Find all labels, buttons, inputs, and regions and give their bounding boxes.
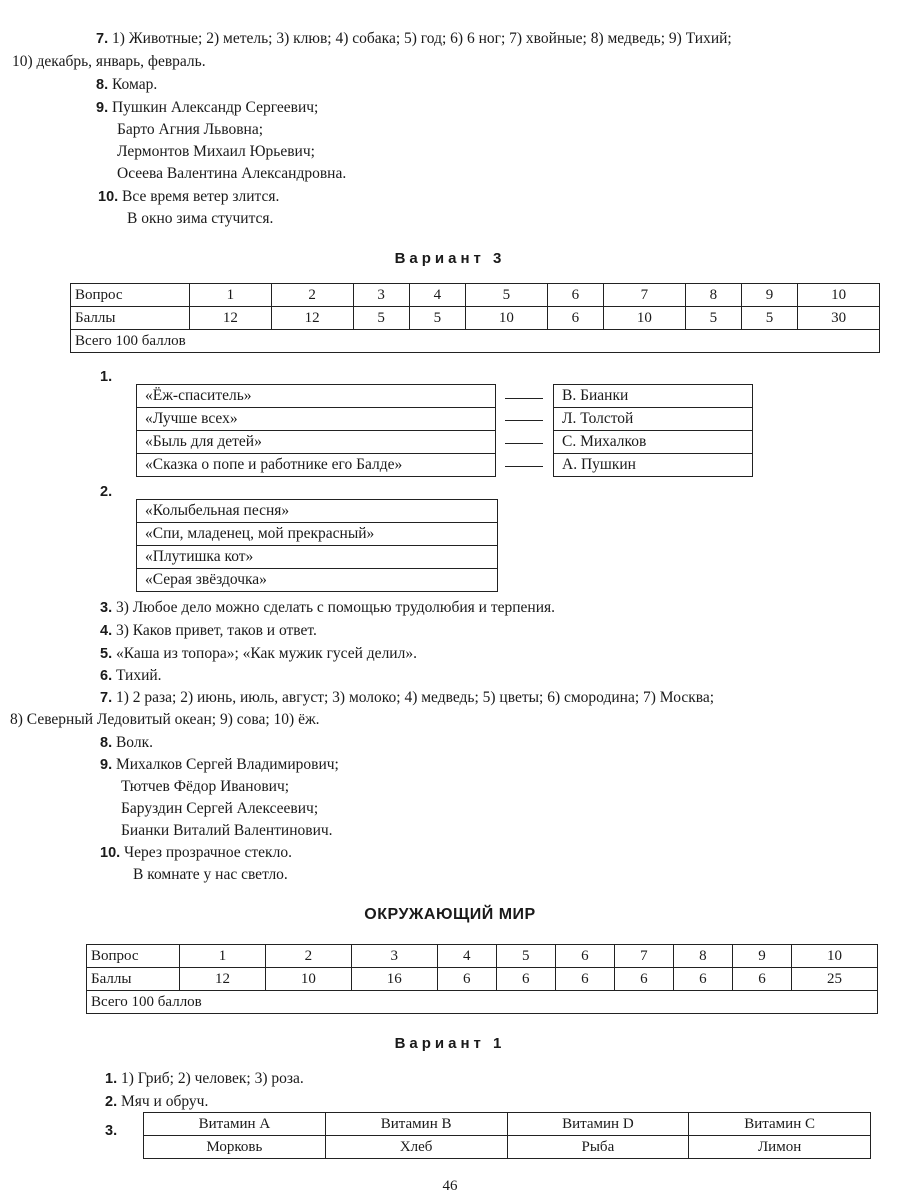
question-cell: 5 [496, 945, 555, 968]
answer-1 [105, 1068, 304, 1090]
vitamin-cell: Витамин С [689, 1113, 871, 1136]
question-cell: 6 [547, 284, 603, 307]
list-item: «Серая звёздочка» [137, 568, 497, 591]
list-item: В. Бианки [562, 387, 629, 404]
works-list [136, 384, 496, 477]
list-item: «Спи, младенец, мой прекрасный» [137, 522, 497, 545]
points-cell: 5 [353, 307, 409, 330]
question-cell: 1 [180, 945, 266, 968]
question-cell: 5 [465, 284, 547, 307]
points-cell: 5 [409, 307, 465, 330]
food-cell: Морковь [144, 1136, 326, 1159]
answer-number: 5. [100, 646, 113, 662]
points-cell: 6 [673, 968, 732, 991]
answer-9-line4: Бианки Виталий Валентинович. [121, 822, 333, 839]
points-cell: 6 [437, 968, 496, 991]
answer-text: 3) Каков привет, таков и ответ. [115, 622, 317, 639]
answer-text: 1) 2 раза; 2) июнь, июль, август; 3) молоко; 4) медведь; 5) цветы; 6) смородина; 7) Москва; [115, 689, 715, 706]
answer-9-line3: Баруздин Сергей Алексеевич; [121, 800, 319, 817]
answer-text: Михалков Сергей Владимирович; [115, 756, 339, 773]
answer-10-line2: В комнате у нас светло. [133, 866, 288, 883]
table-row [87, 991, 878, 1014]
question-cell: 4 [409, 284, 465, 307]
question-cell: 9 [741, 284, 797, 307]
points-cell: 30 [798, 307, 880, 330]
points-cell: 16 [351, 968, 437, 991]
question-cell: 3 [353, 284, 409, 307]
match-line [505, 466, 543, 467]
question-cell: 2 [271, 284, 353, 307]
answer-10-line1 [100, 842, 292, 864]
points-cell: 12 [180, 968, 266, 991]
points-cell: 12 [271, 307, 353, 330]
list-item: «Ёж-спаситель» [145, 387, 252, 404]
points-cell: 5 [685, 307, 741, 330]
list-item: «Плутишка кот» [137, 545, 497, 568]
answer-1-number: 1. [100, 369, 113, 385]
answer-text: «Каша из топора»; «Как мужик гусей делил». [115, 645, 417, 662]
points-cell: 6 [547, 307, 603, 330]
points-cell: 6 [496, 968, 555, 991]
points-cell: 6 [614, 968, 673, 991]
answer-2-number: 2. [100, 484, 113, 500]
answer-number: 8. [96, 77, 109, 93]
section-heading: ОКРУЖАЮЩИЙ МИР [364, 906, 536, 923]
points-cell: 25 [792, 968, 878, 991]
answer-4 [100, 620, 317, 642]
answer-number: 7. [96, 31, 109, 47]
question-cell: 9 [732, 945, 791, 968]
answer-9-line1 [100, 754, 339, 776]
answer-7-line1 [100, 687, 714, 709]
question-cell: 7 [614, 945, 673, 968]
world-score-table [86, 944, 878, 1014]
question-cell: 10 [798, 284, 880, 307]
answer-number: 10. [100, 845, 121, 861]
question-label: Вопрос [71, 284, 190, 307]
table-row [71, 284, 880, 307]
answer-text: Все время ветер злится. [122, 188, 280, 205]
points-cell: 10 [465, 307, 547, 330]
answer-3-number: 3. [105, 1123, 118, 1139]
list-item: С. Михалков [554, 430, 752, 453]
points-cell: 10 [265, 968, 351, 991]
answer-8 [100, 732, 153, 754]
total-points: Всего 100 баллов [87, 991, 878, 1014]
points-cell: 12 [190, 307, 272, 330]
points-cell: 10 [603, 307, 685, 330]
answer-text: Волк. [115, 734, 153, 751]
answer-text: Пушкин Александр Сергеевич; [111, 99, 319, 116]
answer-number: 3. [100, 600, 113, 616]
answer-number: 2. [105, 1094, 118, 1110]
list-item: «Сказка о попе и работнике его Балде» [137, 453, 495, 476]
answer-text: 1) Гриб; 2) человек; 3) роза. [120, 1070, 304, 1087]
match-line [505, 420, 543, 421]
answer-text: Через прозрачное стекло. [124, 844, 292, 861]
answer-text: Комар. [111, 76, 158, 93]
answer-9-line3: Лермонтов Михаил Юрьевич; [117, 143, 315, 160]
variant-3-heading: Вариант 3 [394, 250, 506, 267]
table-row [144, 1113, 871, 1136]
question-cell: 6 [555, 945, 614, 968]
table-row [87, 968, 878, 991]
answer-6 [100, 665, 162, 687]
answer-9-line1 [96, 97, 318, 119]
variant-1-heading: Вариант 1 [394, 1035, 506, 1052]
answer-number: 10. [98, 189, 119, 205]
list-item: «Быль для детей» [137, 430, 495, 453]
answer-number: 9. [96, 100, 109, 116]
answer-text: Мяч и обруч. [120, 1093, 209, 1110]
match-line [505, 443, 543, 444]
answer-3 [100, 597, 555, 619]
answer-10-line1 [98, 186, 279, 208]
variant-3-score-table [70, 283, 880, 353]
table-row [144, 1136, 871, 1159]
points-cell: 5 [741, 307, 797, 330]
answer-number: 8. [100, 735, 113, 751]
answer-10-line2: В окно зима стучится. [127, 210, 274, 227]
question-cell: 8 [673, 945, 732, 968]
answer-9-line4: Осеева Валентина Александровна. [117, 165, 347, 182]
match-line [505, 398, 543, 399]
answer-text: Тихий. [115, 667, 162, 684]
vitamin-table [143, 1112, 871, 1159]
answer-2 [105, 1091, 208, 1113]
points-label: Баллы [87, 968, 180, 991]
list-item: «Колыбельная песня» [145, 502, 290, 519]
points-label: Баллы [71, 307, 190, 330]
question-cell: 4 [437, 945, 496, 968]
points-cell: 6 [732, 968, 791, 991]
answer-9-line2: Тютчев Фёдор Иванович; [121, 778, 290, 795]
answer-8 [96, 74, 157, 96]
food-cell: Лимон [689, 1136, 871, 1159]
question-cell: 1 [190, 284, 272, 307]
question-cell: 2 [265, 945, 351, 968]
food-cell: Хлеб [325, 1136, 507, 1159]
list-item: А. Пушкин [554, 453, 752, 476]
answer-number: 1. [105, 1071, 118, 1087]
table-row [71, 330, 880, 353]
answer-text: 3) Любое дело можно сделать с помощью трудолюбия и терпения. [115, 599, 556, 616]
answer-7-line2: 8) Северный Ледовитый океан; 9) сова; 10) ёж. [10, 711, 320, 728]
page-number: 46 [442, 1178, 458, 1194]
answer-number: 4. [100, 623, 113, 639]
answer-number: 6. [100, 668, 113, 684]
table-row [71, 307, 880, 330]
list-item: «Лучше всех» [137, 407, 495, 430]
answer-5 [100, 643, 417, 665]
question-cell: 7 [603, 284, 685, 307]
question-label: Вопрос [87, 945, 180, 968]
vitamin-cell: Витамин А [144, 1113, 326, 1136]
answer-number: 7. [100, 690, 113, 706]
answer-text: 1) Животные; 2) метель; 3) клюв; 4) собака; 5) год; 6) 6 ног; 7) хвойные; 8) медведь; 9) Тихий; [111, 30, 732, 47]
authors-list [553, 384, 753, 477]
vitamin-cell: Витамин В [325, 1113, 507, 1136]
points-cell: 6 [555, 968, 614, 991]
food-cell: Рыба [507, 1136, 689, 1159]
question-cell: 8 [685, 284, 741, 307]
answer-number: 9. [100, 757, 113, 773]
question-cell: 10 [792, 945, 878, 968]
list-item: Л. Толстой [554, 407, 752, 430]
answer-7-line1 [96, 28, 732, 50]
answer-7-line2: 10) декабрь, январь, февраль. [12, 53, 206, 70]
answer-9-line2: Барто Агния Львовна; [117, 121, 264, 138]
table-row [87, 945, 878, 968]
total-points: Всего 100 баллов [71, 330, 880, 353]
vitamin-cell: Витамин D [507, 1113, 689, 1136]
poems-list [136, 499, 498, 592]
question-cell: 3 [351, 945, 437, 968]
